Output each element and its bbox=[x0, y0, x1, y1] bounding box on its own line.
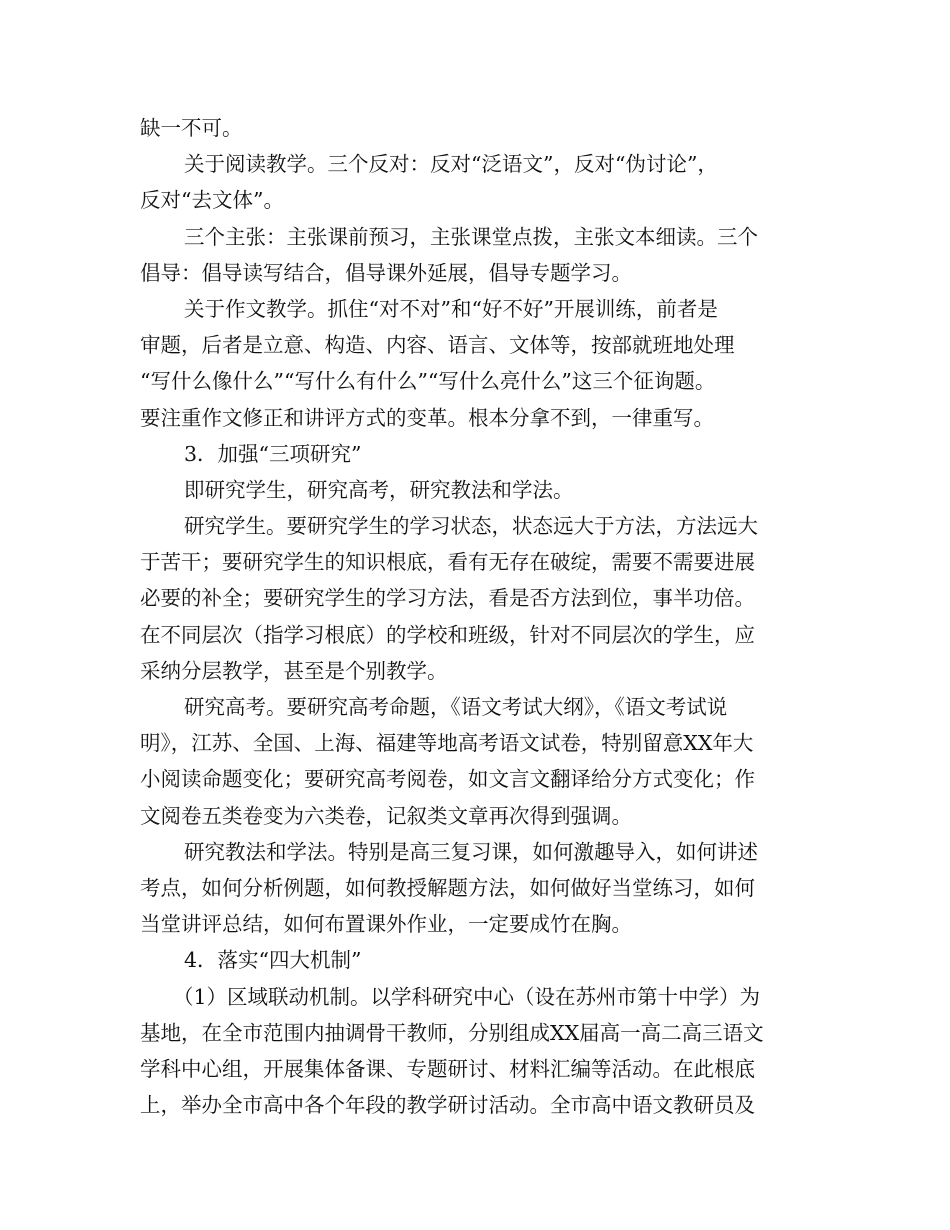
text-line: “写什么像什么”“写什么有什么”“写什么亮什么”这三个征询题。 bbox=[140, 369, 716, 394]
text-line: 考点，如何分析例题，如何教授解题方法，如何做好当堂练习，如何 bbox=[140, 875, 755, 900]
text-line: 当堂讲评总结，如何布置课外作业，一定要成竹在胸。 bbox=[140, 912, 632, 937]
text-line: 倡导：倡导读写结合，倡导课外延展，倡导专题学习。 bbox=[140, 260, 632, 285]
text-line: 采纳分层教学，甚至是个别教学。 bbox=[140, 658, 448, 683]
text-line: 关于阅读教学。三个反对：反对“泛语文”，反对“伪讨论”， bbox=[184, 152, 718, 177]
text-line: 4．落实“四大机制” bbox=[184, 948, 362, 973]
text-line: 关于作文教学。抓住“对不对”和“好不好”开展训练，前者是 bbox=[184, 296, 718, 321]
text-line: 缺一不可。 bbox=[140, 116, 243, 140]
text-line: 3．加强“三项研究” bbox=[184, 441, 362, 466]
text-line: 研究教法和学法。特别是高三复习课，如何激趣导入，如何讲述 bbox=[184, 839, 758, 864]
document-body bbox=[140, 110, 820, 1123]
text-line: 研究学生。要研究学生的学习状态，状态远大于方法，方法远大 bbox=[184, 514, 758, 539]
text-line: 研究高考。要研究高考命题，《语文考试大纲》，《语文考试说 bbox=[184, 695, 728, 719]
text-line: 学科中心组，开展集体备课、专题研讨、材料汇编等活动。在此根底 bbox=[140, 1056, 755, 1081]
text-line: 反对“去文体”。 bbox=[140, 188, 284, 213]
text-line: 小阅读命题变化；要研究高考阅卷，如文言文翻译给分方式变化；作 bbox=[140, 767, 755, 792]
text-line: 三个主张：主张课前预习，主张课堂点拨，主张文本细读。三个 bbox=[184, 224, 758, 249]
text-line: 在不同层次（指学习根底）的学校和班级，针对不同层次的学生，应 bbox=[140, 622, 755, 647]
text-line: （1）区域联动机制。以学科研究中心（设在苏州市第十中学）为 bbox=[173, 984, 761, 1009]
text-line: 明》，江苏、全国、上海、福建等地高考语文试卷，特别留意XX年大 bbox=[140, 731, 754, 756]
text-line: 于苦干；要研究学生的知识根底，看有无存在破绽，需要不需要进展 bbox=[140, 550, 755, 575]
text-line: 必要的补全；要研究学生的学习方法，看是否方法到位，事半功倍。 bbox=[140, 586, 755, 611]
text-line: 要注重作文修正和讲评方式的变革。根本分拿不到，一律重写。 bbox=[140, 405, 714, 430]
text-line: 审题，后者是立意、构造、内容、语言、文体等，按部就班地处理 bbox=[140, 333, 735, 358]
text-line: 基地，在全市范围内抽调骨干教师，分别组成XX届高一高二高三语文 bbox=[140, 1020, 764, 1045]
text-line: 文阅卷五类卷变为六类卷，记叙类文章再次得到强调。 bbox=[140, 803, 632, 828]
text-line: 上，举办全市高中各个年段的教学研讨活动。全市高中语文教研员及 bbox=[140, 1093, 755, 1118]
text-line: 即研究学生，研究高考，研究教法和学法。 bbox=[184, 477, 574, 502]
